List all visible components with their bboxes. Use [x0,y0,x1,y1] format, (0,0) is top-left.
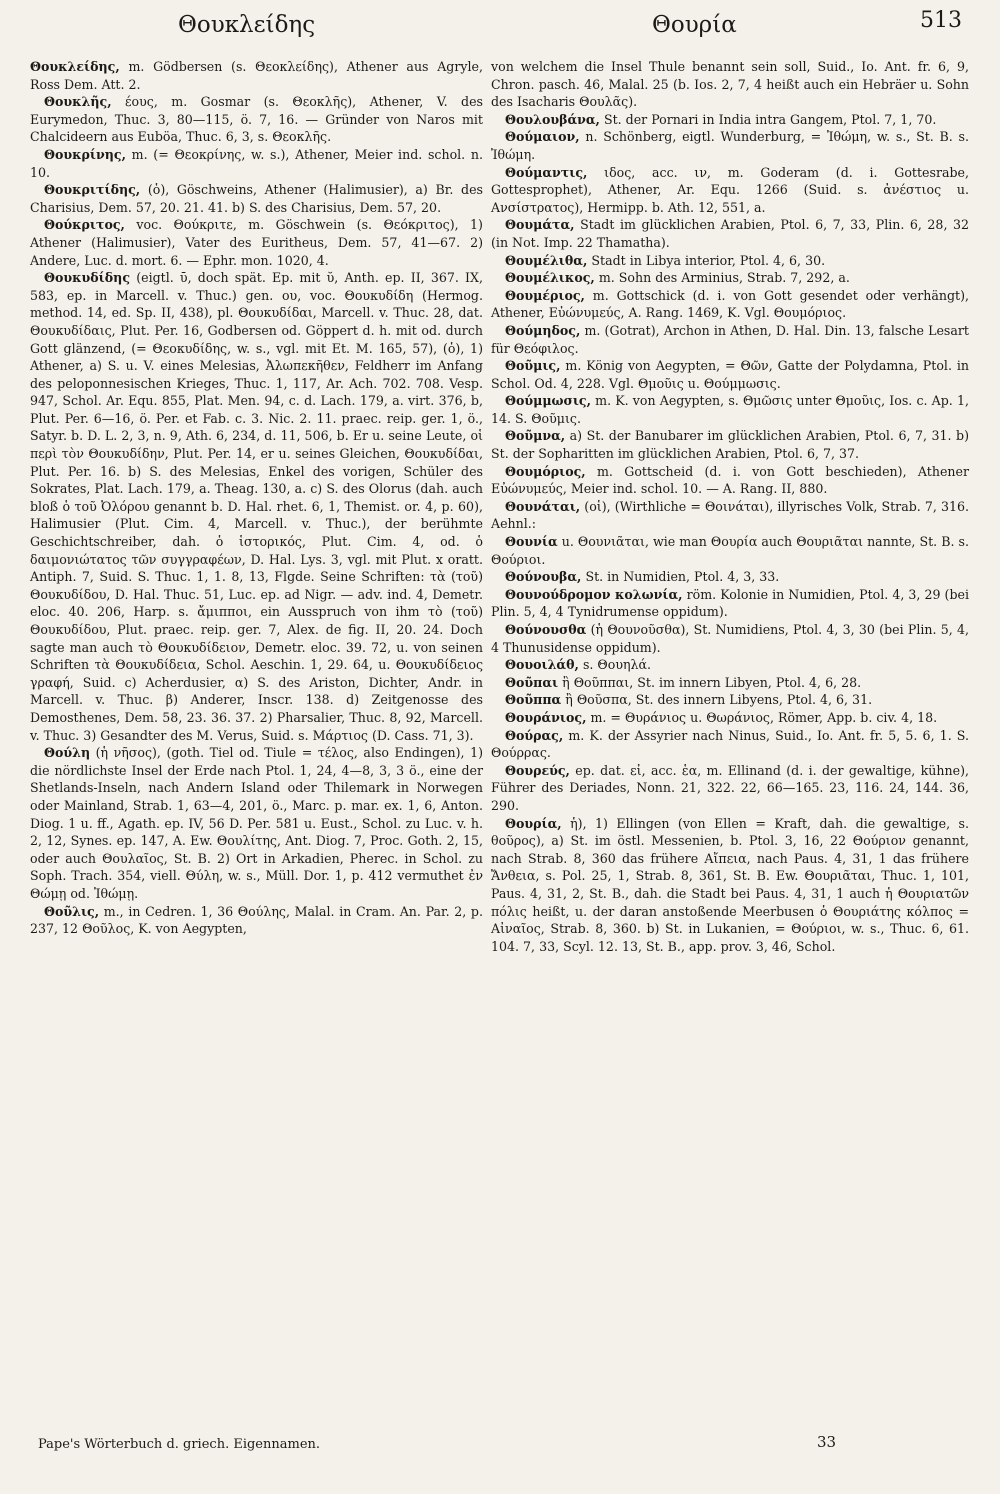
dictionary-entry [491,691,969,709]
entry-text: m. (Gotrat), Archon in Athen, D. Hal. Din. 13, falsche Lesart für Θεόφιλος. [491,322,969,356]
entry-headword: Θουμέριος, [505,287,585,303]
dictionary-entry [491,427,969,462]
entry-headword: Θουνία [505,534,558,550]
dictionary-entry [491,815,969,956]
dictionary-entry [30,269,483,744]
dictionary-entry [30,93,483,146]
dictionary-entry [491,216,969,251]
entry-headword: Θούλη [44,745,91,761]
entry-text: (ἡ Θουνοῦσθα), St. Numidiens, Ptol. 4, 3, 30 (bei Plin. 5, 4, 4 Thunusidense oppidum). [491,622,969,655]
entry-text: ἢ Θοῦππαι, St. im innern Libyen, Ptol. 4, 6, 28. [562,674,862,690]
entry-text: ep. dat. εἰ, acc. ἑα, m. Ellinand (d. i. der gewaltige, kühne), Führer des Deriades, Nonn. 21, 322. 22, 66—165. 23, 116. 24, 144. 36, 290. [491,762,969,813]
entry-headword: Θοῦπαι [505,674,559,690]
entry-headword: Θούμαιον, [505,129,580,145]
dictionary-entry [491,252,969,270]
entry-text: von welchem die Insel Thule benannt sein soll, Suid., Io. Ant. fr. 6, 9, Chron. pasch. 46, Malal. 25 (b. Ios. 2, 7, 4 heißt auch ein Hebräer u. Sohn des Isacharis Θουλᾶς). [491,59,969,110]
entry-text: voc. Θούκριτε, m. Göschwein (s. Θεόκριτος), 1) Athener (Halimusier), Vater des Euritheus, Dem. 57, 41—67. 2) Andere, Luc. d. mort. 6. — Ephr. mon. 1020, 4. [30,217,483,268]
entry-headword: Θοῦλις, [44,903,100,919]
entry-text: m. Gödbersen (s. Θεοκλείδης), Athener aus Agryle, Ross Dem. Att. 2. [30,59,483,92]
entry-headword: Θούνουσθα [505,622,587,637]
entry-text: m. K. von Aegypten, s. Θμῶσις unter Θμοῦις, Ios. c. Ap. 1, 14. S. Θοῦμις. [491,393,969,426]
running-head-right: Θουρία [652,12,737,38]
entry-headword: Θουρεύς, [505,762,570,778]
entry-headword: Θοῦμνα, [505,428,566,444]
entry-text: s. Θουηλά. [582,657,652,673]
entry-text: έους, m. Gosmar (s. Θεοκλῆς), Athener, V. des Eurymedon, Thuc. 3, 80—115, ö. 7, 16. — Gründer von Naros mit Chalcideern aus Euböa, Thuc. 6, 3, s. Θεοκλῆς. [30,94,483,145]
dictionary-entry [491,128,969,163]
dictionary-entry [491,498,969,533]
entry-headword: Θουνάται, [505,498,581,514]
dictionary-entry [491,762,969,815]
entry-headword: Θοῦμις, [505,358,561,374]
dictionary-entry [491,322,969,357]
entry-headword: Θουμέλικος, [505,270,595,286]
dictionary-entry [491,727,969,762]
dictionary-entry [491,392,969,427]
entry-text: m. (= Θεοκρίνης, w. s.), Athener, Meier ind. schol. n. 10. [30,146,483,180]
dictionary-entry [30,903,483,938]
entry-text: röm. Kolonie in Numidien, Ptol. 4, 3, 29 (bei Plin. 5, 4, 4 Tynidrumense oppidum). [491,586,970,620]
entry-headword: Θουμέλιθα, [505,252,588,268]
entry-text: m. Sohn des Arminius, Strab. 7, 292, a. [598,270,850,286]
entry-text: (eigtl. ῡ, doch spät. Ep. mit ῠ, Anth. ep. II, 367. IX, 583, ep. in Marcell. v. Thuc.) gen. ου, voc. Θουκυδίδη (Hermog. method. 14, ed. Sp. II, 438), pl. Θουκυδίδαι, Marcell. v. Thuc. 28, dat. Θουκυδίδαις, Plut. Per. 16, Godbersen od. Göppert d. h. mit od. durch Gott glänzend, (= Θεοκυδίδης, w. s., vgl. mit Et. M. 165, 57), (ὁ), 1) Athener, a) S. u. V. eines Melesias, Ἀλωπεκῆθεν, Feldherr im Anfang des peloponnesischen Krieges, Thuc. 1, 117, Ar. Ach. 702. 708. Vesp. 947, Schol. Ar. Equ. 855, Plat. Men. 94, c. d. Lach. 179, a. virt. 376, b, Plut. Per. 6—16, ö. Per. et Fab. c. 3. Nic. 2. 11. praec. reip. ger. 1, ö., Satyr. b. D. L. 2, 3, n. 9, Ath. 6, 234, d. 11, 506, b. Er u. seine Leute, οἱ περὶ τὸν Θουκυδίδην, Plut. Per. 14, er u. seines Gleichen, Θουκυδίδαι, Plut. Per. 16. b) S. des Melesias, Enkel des vorigen, Schüler des Sokrates, Plat. Lach. 179, a. Theag. 130, a. c) S. des Olorus (dah. auch bloß ὁ τοῦ Ὀλόρου genannt b. D. Hal. rhet. 6, 1, Themist. or. 4, p. 60), Halimusier (Plut. Cim. 4, Marcell. v. Thuc.), der berühmte Geschichtschreiber, dah. ὁ ἱστορικός, Plut. Cim. 4, od. ὁ δαιμονιώτατος τῶν συγγραφέων, D. Hal. Lys. 3, vgl. mit Plut. x oratt. Antiph. 7, Suid. S. Thuc. 1, 1. 8, 13, Flgde. Seine Schriften: τὰ (τοῦ) Θουκυδίδου, D. Hal. Thuc. 51, Luc. ep. ad Nigr. — adv. ind. 4, Demetr. eloc. 40. 206, Harp. s. ἄμιπποι, ein Ausspruch von ihm τὸ (τοῦ) Θουκυδίδου, Plut. praec. reip. ger. 7, Alex. de fig. II, 20. 24. Doch sagte man auch τὸ Θουκυδίδειον, Demetr. eloc. 39. 72, u. von seinen Schriften τὰ Θουκυδίδεια, Schol. Aeschin. 1, 29. 64, u. Θουκυδίδειος γραφή, Suid. c) Acherdusier, α) S. des Ariston, Dichter, Andr. in Marcell. v. Thuc. β) Anderer, Inscr. 138. d) Zeitgenosse des Demosthenes, Dem. 58, 23. 36. 37. 2) Pharsalier, Thuc. 8, 92, Marcell. v. Thuc. 3) Gesandter des M. Verus, Suid. s. Μάρτιος (D. Cass. 71, 3). [30,270,483,743]
entry-text: (ὁ), Göschweins, Athener (Halimusier), a) Br. des Charisius, Dem. 57, 20. 21. 41. b) S. des Charisius, Dem. 57, 20. [30,182,483,215]
dictionary-entry [30,181,483,216]
entry-headword: Θούμηδος, [505,322,581,338]
dictionary-entry [491,357,969,392]
entry-headword: Θουμόριος, [505,463,586,479]
entry-headword: Θοῦππα [505,692,562,708]
entry-text: ἡ), 1) Ellingen (von Ellen = Kraft, dah. die gewaltige, s. θοῦρος), a) St. im östl. Messenien, b. Ptol. 3, 16, 22 Θούριον genannt, nach Strab. 8, 360 das frühere Αἴπεια, nach Paus. 4, 31, 1 das frühere Ἄνθεια, s. Pol. 25, 1, Strab. 8, 361, St. B. Ew. Θουριᾶται, Thuc. 1, 101, Paus. 4, 31, 2, St. B., dah. die Stadt bei Paus. 4, 31, 1 auch ἡ Θουριατῶν πόλις heißt, u. der daran anstoßende Meerbusen ὁ Θουριάτης κόλπος = Αἰναῖος, Strab. 8, 360. b) St. in Lukanien, = Θούριοι, w. s., Thuc. 6, 61. 104. 7, 33, Scyl. 12. 13, St. B., app. prov. 3, 46, Schol. [491,815,969,954]
entry-headword: Θουκλείδης, [30,59,120,74]
dictionary-entry [30,216,483,269]
entry-headword: Θούμμωσις, [505,393,591,409]
entry-text: m. K. der Assyrier nach Ninus, Suid., Io. Ant. fr. 5, 5. 6, 1. S. Θούρρας. [491,727,969,761]
entry-text: St. der Pornari in India intra Gangem, Ptol. 7, 1, 70. [603,111,937,127]
dictionary-entry [491,533,969,568]
running-head [0,6,1000,46]
entry-headword: Θουμάτα, [505,217,575,233]
entry-text: a) St. der Banubarer im glücklichen Arabien, Ptol. 6, 7, 31. b) St. der Sopharitten im glücklichen Arabien, Ptol. 6, 7, 37. [491,428,969,462]
entry-text: Stadt im glücklichen Arabien, Ptol. 6, 7, 33, Plin. 6, 28, 32 (in Not. Imp. 22 Thamatha). [491,217,969,250]
entry-headword: Θουκυδίδης [44,270,131,286]
entry-headword: Θουρία, [505,815,562,831]
dictionary-entry [30,146,483,181]
dictionary-entry [491,586,969,621]
entry-text: m., in Cedren. 1, 36 Θούλης, Malal. in Cram. An. Par. 2, p. 237, 12 Θοῦλος, K. von Aegypten, [30,903,483,937]
entry-text: ιδος, acc. ιν, m. Goderam (d. i. Gottesrabe, Gottesprophet), Athener, Ar. Equ. 1266 (Suid. s. ἀνέστιος u. Ανσίστρατος), Hermipp. b. Ath. 12, 551, a. [491,164,969,215]
left-column [30,58,483,938]
entry-text: Stadt in Libya interior, Ptol. 4, 6, 30. [591,252,826,268]
dictionary-entry [30,58,483,93]
dictionary-entry [491,287,969,322]
entry-headword: Θουκλῆς, [44,94,112,110]
dictionary-entry [491,463,969,498]
entry-text: m. Gottschick (d. i. von Gott gesendet oder verhängt), Athener, Εὐώνυμεύς, A. Rang. 1469, K. Vgl. Θουμόριος. [491,287,969,321]
entry-text: m. = Θυράνιος u. Θωράνιος, Römer, App. b. civ. 4, 18. [590,709,938,725]
entry-headword: Θουκρίνης, [44,146,126,162]
dictionary-entry [491,58,969,111]
entry-text: (ἡ νῆσος), (goth. Tiel od. Tiule = τέλος, also Endingen), 1) die nördlichste Insel der Erde nach Ptol. 1, 24, 4—8, 3, 3 ö., eine der Shetlands-Inseln, nach Andern Island oder Thilemark in Norwegen oder Mainland, Strab. 1, 63—4, 201, ö., Marc. p. mar. ex. 1, 6, Anton. Diog. 1 u. ff., Agath. ep. IV, 56 D. Per. 581 u. Eust., Schol. zu Luc. v. h. 2, 12, Synes. ep. 147, A. Ew. Θουλίτης, Ant. Diog. 7, Proc. Goth. 2, 15, oder auch Θουλαῖος, St. B. 2) Ort in Arkadien, Pherec. in Schol. zu Soph. Trach. 354, viell. Θύλη, w. s., Müll. Dor. 1, p. 412 vermuthet ἐν Θώμῃ od. Ἰθώμῃ. [30,745,483,901]
dictionary-entry [491,111,969,129]
running-head-left: Θουκλείδης [178,12,316,38]
entry-headword: Θουλουβάνα, [505,111,600,127]
footer-source: Pape's Wörterbuch d. griech. Eigennamen. [38,1437,321,1452]
entry-text: u. Θουνιᾶται, wie man Θουρία auch Θουριᾶται nannte, St. B. s. Θούριοι. [491,534,969,567]
dictionary-entry [491,568,969,586]
entry-headword: Θουράνιος, [505,709,587,725]
dictionary-entry [491,621,969,656]
entry-text: (οἱ), (Wirthliche = Θοινάται), illyrisches Volk, Strab. 7, 316. Aehnl.: [491,498,969,532]
entry-text: m. Gottscheid (d. i. von Gott beschieden), Athener Εὐώνυμεύς, Meier ind. schol. 10. — A. Rang. II, 880. [491,463,969,497]
dictionary-entry [491,656,969,674]
entry-headword: Θούνουβα, [505,569,582,585]
entry-text: St. in Numidien, Ptol. 4, 3, 33. [585,569,780,585]
right-column [491,58,969,955]
entry-text: m. König von Aegypten, = Θῶν, Gatte der Polydamna, Ptol. in Schol. Od. 4, 228. Vgl. Θμοῦις u. Θούμμωσις. [491,358,969,391]
dictionary-entry [491,164,969,217]
dictionary-entry [30,744,483,902]
entry-text: ἢ Θοῦσπα, St. des innern Libyens, Ptol. 4, 6, 31. [565,692,873,708]
page-number: 513 [920,8,962,33]
entry-headword: Θούκριτος, [44,217,125,233]
entry-headword: Θουκριτίδης, [44,182,141,198]
dictionary-entry [491,674,969,692]
entry-headword: Θουνούδρομον κολωνία, [505,586,683,602]
entry-headword: Θούρας, [505,727,564,743]
entry-headword: Θουοιλάθ, [505,657,579,673]
entry-text: n. Schönberg, eigtl. Wunderburg, = Ἰθώμη, w. s., St. B. s. Ἰθώμη. [491,129,969,162]
entry-headword: Θούμαντις, [505,164,588,180]
footer-sheet-number: 33 [817,1433,837,1451]
dictionary-entry [491,269,969,287]
dictionary-entry [491,709,969,727]
